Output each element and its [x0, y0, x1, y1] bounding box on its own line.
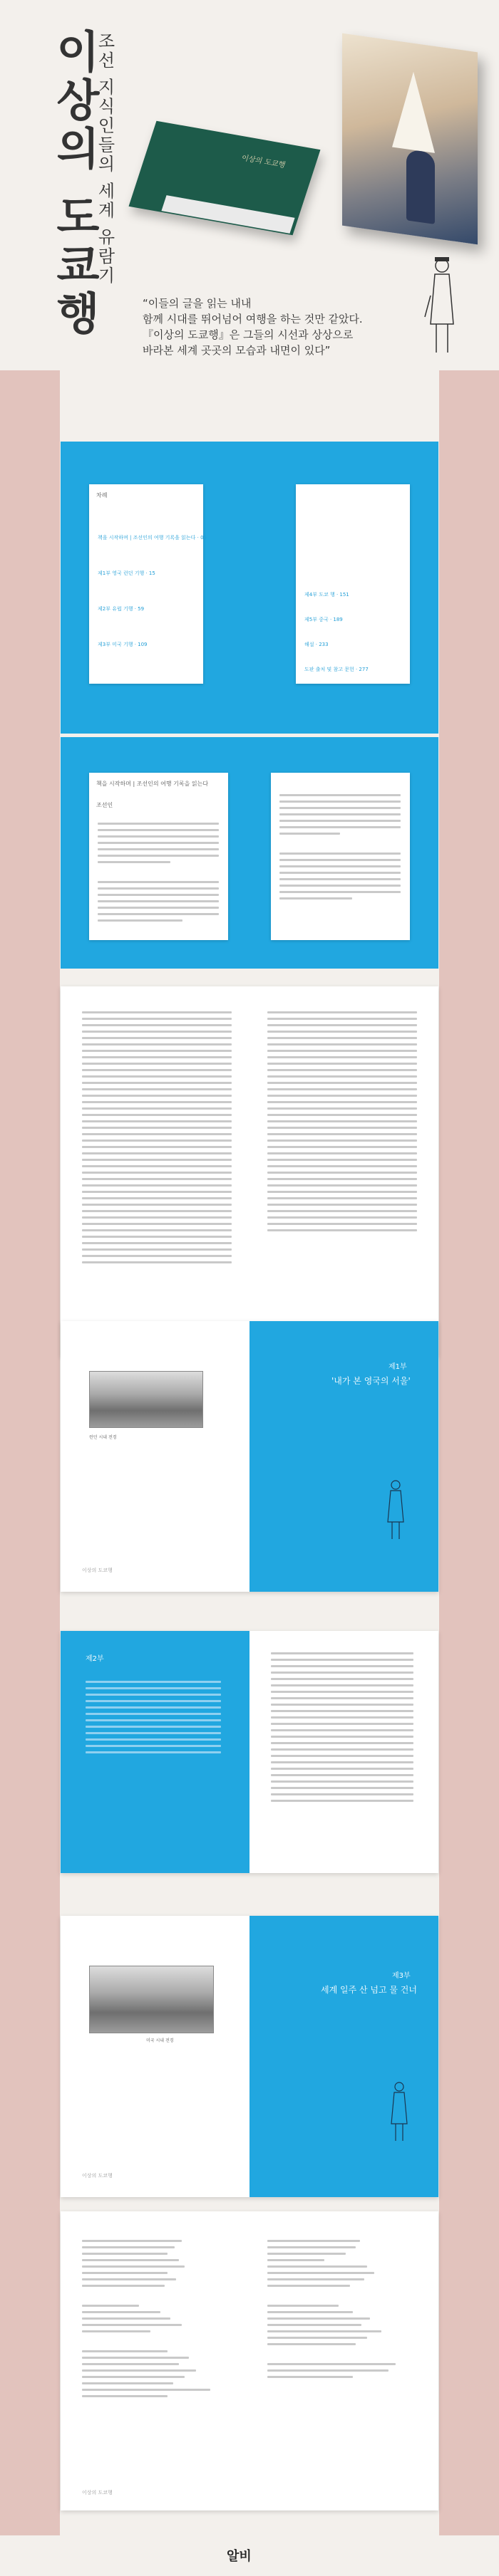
publisher-logo: 알비 [227, 2549, 252, 2564]
intro-spread [61, 737, 438, 969]
toc-item: 제4부 도쿄 행 · 151 [304, 592, 349, 598]
man-illustration-icon [385, 2080, 413, 2144]
photo-caption: 런던 시내 전경 [89, 1435, 117, 1440]
page-footer: 이상의 도쿄행 [82, 2490, 113, 2496]
intro-title: 책을 시작하며 | 조선인의 여행 기록을 읽는다 [96, 781, 209, 787]
toc-item: 제5부 중국 · 189 [304, 617, 343, 622]
toc-item: 제3부 미국 기행 · 109 [98, 642, 148, 647]
praise-quote [143, 296, 399, 358]
toc-left-page [89, 484, 207, 684]
intro-right-page [271, 773, 410, 940]
blue-page-text [86, 1681, 221, 1758]
toc-title: 차례 [96, 492, 108, 499]
intro-left-page [89, 773, 228, 940]
toc-item: 해설 · 233 [304, 642, 329, 647]
figure-illustration [406, 149, 435, 224]
chapter-label: 제3부 [392, 1972, 411, 1980]
right-text [267, 1011, 417, 1236]
chapter-label: 제2부 [86, 1655, 104, 1663]
toc-item: 도판 출처 및 참고 문헌 · 277 [304, 667, 369, 672]
left-list [82, 2240, 225, 2402]
chapter3-spread [61, 1916, 438, 2197]
book-title: 이상의 도쿄행 [48, 28, 101, 339]
man-sketch-icon [421, 253, 463, 360]
left-text [82, 1011, 232, 1268]
intro-text [98, 823, 219, 926]
photo-caption: 미국 시내 전경 [146, 2038, 174, 2043]
intro-heading: 조선인 [96, 802, 113, 808]
chapter-title: 세계 일주 산 넘고 물 건너 [321, 1985, 417, 1995]
book-cover-image [342, 33, 478, 245]
chapter-label: 제1부 [389, 1363, 407, 1371]
quote-line: 바라본 세계 곳곳의 모습과 내면이 있다” [143, 344, 331, 357]
toc-item: 책을 시작하며 | 조선인의 여행 기록을 읽는다 · 05 [98, 535, 207, 541]
toc-spread [61, 442, 438, 734]
text-spread [61, 986, 438, 1357]
chapter2-blue-page [61, 1631, 250, 1873]
chapter1-blue-page [250, 1321, 438, 1592]
page-footer: 이상의 도쿄행 [82, 1568, 113, 1573]
quote-line: 함께 시대를 뛰어넘어 여행을 하는 것만 같았다. [143, 313, 363, 325]
green-book-title: 이상의 도쿄행 [240, 154, 287, 170]
london-photo [89, 1371, 203, 1428]
chapter2-spread [61, 1631, 438, 1873]
toc-item: 제2부 유럽 기행 · 59 [98, 606, 145, 612]
closing-spread [61, 2211, 438, 2510]
right-list [267, 2240, 410, 2382]
quote-line: 『이상의 도쿄행』은 그들의 시선과 상상으로 [143, 328, 354, 341]
chapter1-spread [61, 1321, 438, 1592]
right-text [271, 1652, 413, 1806]
chapter3-blue-page [250, 1916, 438, 2197]
toc-right-page [296, 484, 410, 684]
sail-illustration [392, 68, 435, 152]
city-photo [89, 1966, 214, 2033]
intro-text [279, 794, 401, 904]
page-footer: 이상의 도쿄행 [82, 2173, 113, 2179]
book-subtitle: 조선 지식인들의 세계 유람기 [95, 32, 115, 286]
quote-line: “이들의 글을 읽는 내내 [143, 297, 252, 310]
toc-item: 제1부 영국 런던 기행 · 15 [98, 570, 155, 576]
man-illustration-icon [381, 1478, 410, 1542]
chapter-title: '내가 본 영국의 서울' [331, 1376, 411, 1386]
